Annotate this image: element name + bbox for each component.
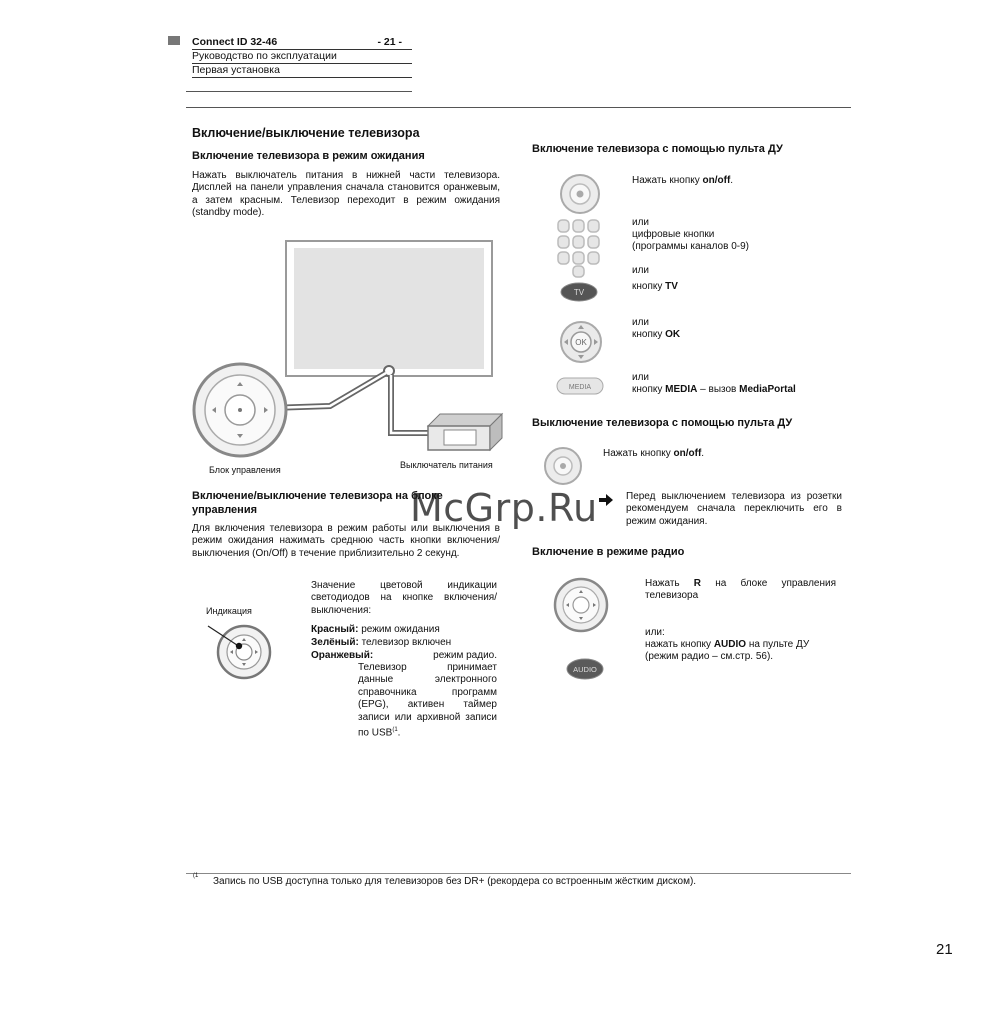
header-product: Connect ID 32-46 xyxy=(192,36,278,48)
off-press-text xyxy=(603,448,704,460)
led-orange-label: Оранжевый: xyxy=(311,650,374,661)
onoff-button-icon xyxy=(558,172,602,216)
led-red xyxy=(311,624,511,636)
tv-key-text xyxy=(632,281,678,293)
audio-button-label: AUDIO xyxy=(573,665,597,674)
radio-text-1 xyxy=(645,578,836,603)
led-orange xyxy=(311,650,497,662)
standby-text: Нажать выключатель питания в нижней части телевизора. Дисплей на панели управления сначала становится оранжевым, а затем красным. Телевизор переходит в режим ожидания (standby mode). xyxy=(192,170,500,219)
top-rule xyxy=(186,107,851,108)
off-press-period: . xyxy=(701,448,705,459)
panel-text: Для включения телевизора в режим работы или выключения в режим ожидания нажимать среднюю часть кнопки включения/выключения (On/Off) в течение приблизительно 2 секунд. xyxy=(192,523,500,559)
led-intro: Значение цветовой индикации светодиодов на кнопке включения/выключения: xyxy=(311,580,497,616)
digits-line-1: цифровые кнопки xyxy=(632,229,715,240)
led-green-label: Зелёный: xyxy=(311,637,359,648)
or-label-1: или xyxy=(632,217,650,228)
remote-on-heading: Включение телевизора с помощью пульта ДУ xyxy=(532,143,783,155)
radio-text-1-bold: R xyxy=(693,578,702,589)
off-press-key: on/off xyxy=(673,448,702,459)
press-onoff-text xyxy=(632,175,733,187)
radio-heading: Включение в режиме радио xyxy=(532,546,685,558)
led-red-label: Красный: xyxy=(311,624,359,635)
off-note: Перед выключением телевизора из розетки рекомендуем сначала переключить его в режим ожидания. xyxy=(626,491,842,527)
media-button-label: MEDIA xyxy=(568,384,592,391)
media-button xyxy=(556,377,604,395)
footnote-rule xyxy=(186,873,851,874)
header-chapter: Первая установка xyxy=(192,64,280,76)
caption-control-unit: Блок управления xyxy=(209,465,281,475)
header-product-row xyxy=(192,35,412,50)
led-orange-first: режим радио. xyxy=(433,650,497,661)
header-bottom-rule xyxy=(186,91,412,92)
indication-knob-icon xyxy=(206,622,278,684)
led-green xyxy=(311,637,511,649)
led-orange-end: . xyxy=(397,727,401,739)
led-orange-details xyxy=(358,662,497,740)
press-onoff-prefix: Нажать кнопку xyxy=(632,175,700,186)
footnote-text: Запись по USB доступна только для телевизоров без DR+ (рекордера со встроенным жёстким диском). xyxy=(213,876,697,887)
ok-key-prefix: кнопку xyxy=(632,329,663,340)
media-key-mid: – вызов xyxy=(697,384,740,395)
media-key-bold2: MediaPortal xyxy=(739,384,796,395)
tv-key-prefix: кнопку xyxy=(632,281,663,292)
digit-buttons-icon xyxy=(554,216,604,278)
media-key-prefix: кнопку xyxy=(632,384,663,395)
ok-button-label: OK xyxy=(575,338,587,347)
tv-key-bold: TV xyxy=(665,281,678,292)
led-orange-rest: Телевизор принимает данные электронного справочника программ (EPG), активен таймер записи или архивной записи по USB xyxy=(358,662,497,739)
ok-button-icon xyxy=(559,320,603,364)
radio-or: или: xyxy=(645,627,665,638)
radio-text-2-bold: AUDIO xyxy=(713,639,747,650)
tv-button-label: TV xyxy=(573,288,585,297)
indication-label: Индикация xyxy=(206,606,252,616)
media-key-bold: MEDIA xyxy=(665,384,698,395)
or-label-2: или xyxy=(632,265,650,276)
media-key-text xyxy=(632,384,796,396)
led-red-text: режим ожидания xyxy=(361,624,440,635)
header-marker xyxy=(168,36,180,45)
radio-text-2-rest: на пульте ДУ (режим радио – см.стр. 56). xyxy=(645,639,810,663)
header-manual-row xyxy=(192,49,412,64)
or-label-3: или xyxy=(632,317,650,328)
off-press-prefix: Нажать кнопку xyxy=(603,448,671,459)
footnote-marker: (1 xyxy=(193,873,199,879)
header-page-label: - 21 - xyxy=(377,36,402,48)
radio-text-2 xyxy=(645,639,845,664)
standby-heading: Включение телевизора в режим ожидания xyxy=(192,150,425,162)
tv-button xyxy=(560,282,598,302)
press-onoff-period: . xyxy=(730,175,734,186)
radio-text-2-prefix: нажать кнопку xyxy=(645,639,712,650)
header-chapter-row xyxy=(192,63,412,78)
remote-off-heading: Выключение телевизора с помощью пульта ДУ xyxy=(532,417,793,429)
control-knob-icon xyxy=(553,575,609,635)
ok-key-text xyxy=(632,329,680,341)
watermark: McGrp.Ru xyxy=(410,486,598,530)
header-manual: Руководство по эксплуатации xyxy=(192,50,337,62)
tv-illustration xyxy=(190,236,506,472)
onoff-button-off-icon xyxy=(542,446,586,486)
led-orange-footnote-ref: (1 xyxy=(392,727,398,734)
audio-button xyxy=(566,658,604,680)
page-number: 21 xyxy=(936,941,953,958)
page-title: Включение/выключение телевизора xyxy=(192,126,420,140)
arrow-right-icon xyxy=(598,494,614,506)
or-label-4: или xyxy=(632,372,650,383)
ok-key-bold: OK xyxy=(665,329,681,340)
press-onoff-key: on/off xyxy=(702,175,731,186)
digits-line-2: (программы каналов 0-9) xyxy=(632,241,749,252)
radio-text-1-rest: на блоке управления телевизора xyxy=(645,578,836,602)
caption-power-switch: Выключатель питания xyxy=(400,460,493,470)
panel-heading: Включение/выключение телевизора на блоке управления xyxy=(192,490,443,516)
radio-text-1-prefix: Нажать xyxy=(645,578,680,589)
led-green-text: телевизор включен xyxy=(361,637,452,648)
